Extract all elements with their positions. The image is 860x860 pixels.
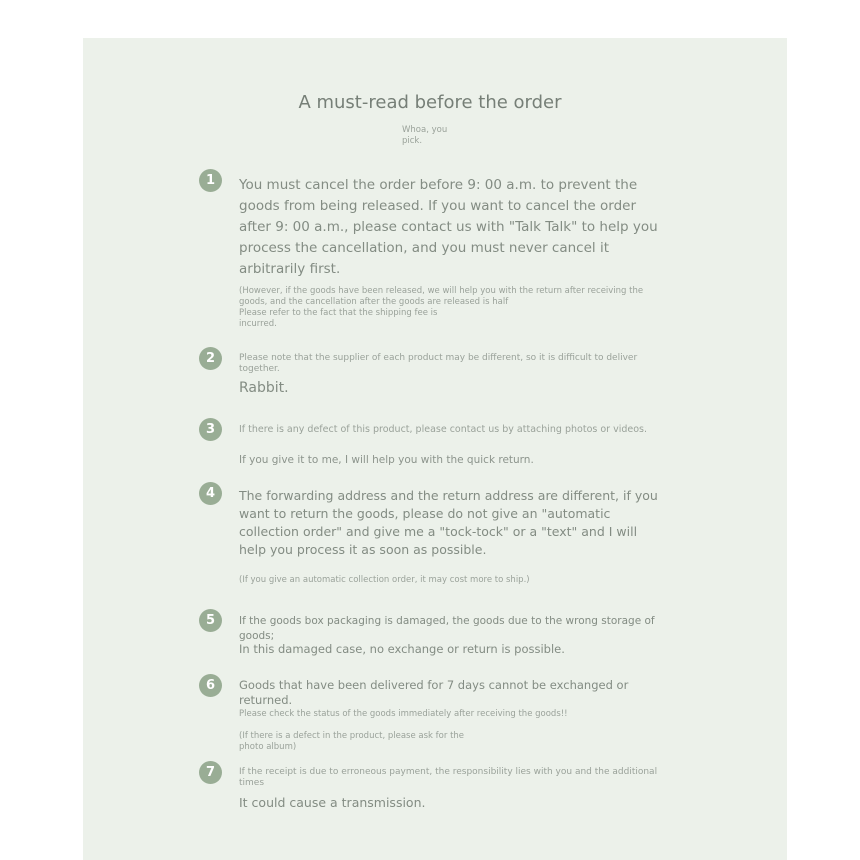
- item-4-number-badge: 4: [199, 482, 222, 505]
- item-2-number-badge: 2: [199, 347, 222, 370]
- item-3-number-badge: 3: [199, 418, 222, 441]
- item-7-number-badge: 7: [199, 761, 222, 784]
- item-2-sub-text: Rabbit.: [239, 380, 289, 396]
- item-7-sub-text: It could cause a transmission.: [239, 795, 426, 810]
- item-1-note: (However, if the goods have been released, we will help you with the return after receiving the goods, and the cancellation after the goods are released is half: [239, 286, 644, 307]
- item-4-note: (If you give an automatic collection order, it may cost more to ship.): [239, 575, 530, 585]
- item-3-sub-text: If you give it to me, I will help you with the quick return.: [239, 454, 534, 466]
- item-6-main-text: Goods that have been delivered for 7 days cannot be exchanged or returned.: [239, 678, 629, 707]
- page-subtitle: Whoa, you pick.: [402, 125, 448, 146]
- item-1-main-text: You must cancel the order before 9: 00 a.m. to prevent the goods from being released. If you want to cancel the order after 9: 00 a.m., please contact us with "Talk Talk" to help you process the cancellation, and you must never cancel it arbitrarily first.: [239, 177, 658, 277]
- item-2-main-text: Please note that the supplier of each product may be different, so it is difficult to deliver together.: [239, 353, 638, 374]
- item-5-sub-text: In this damaged case, no exchange or return is possible.: [239, 642, 565, 656]
- item-4-main-text: The forwarding address and the return address are different, if you want to return the goods, please do not give an "automatic collection order" and give me a "tock-tock" or a "text" and I will help you process it as soon as possible.: [239, 488, 658, 557]
- item-5-main-text: If the goods box packaging is damaged, the goods due to the wrong storage of goods;: [239, 615, 655, 642]
- item-6-number-badge: 6: [199, 674, 222, 697]
- item-3-main-text: If there is any defect of this product, please contact us by attaching photos or videos.: [239, 424, 648, 435]
- item-7-main-text: If the receipt is due to erroneous payment, the responsibility lies with you and the additional times: [239, 767, 658, 788]
- item-1-number-badge: 1: [199, 169, 222, 192]
- item-6-note-2: (If there is a defect in the product, please ask for the photo album): [239, 731, 465, 752]
- item-6-note: Please check the status of the goods immediately after receiving the goods!!: [239, 709, 568, 719]
- item-5-number-badge: 5: [199, 609, 222, 632]
- item-1-note-2: Please refer to the fact that the shipping fee is incurred.: [239, 308, 438, 329]
- page-title: A must-read before the order: [298, 92, 562, 113]
